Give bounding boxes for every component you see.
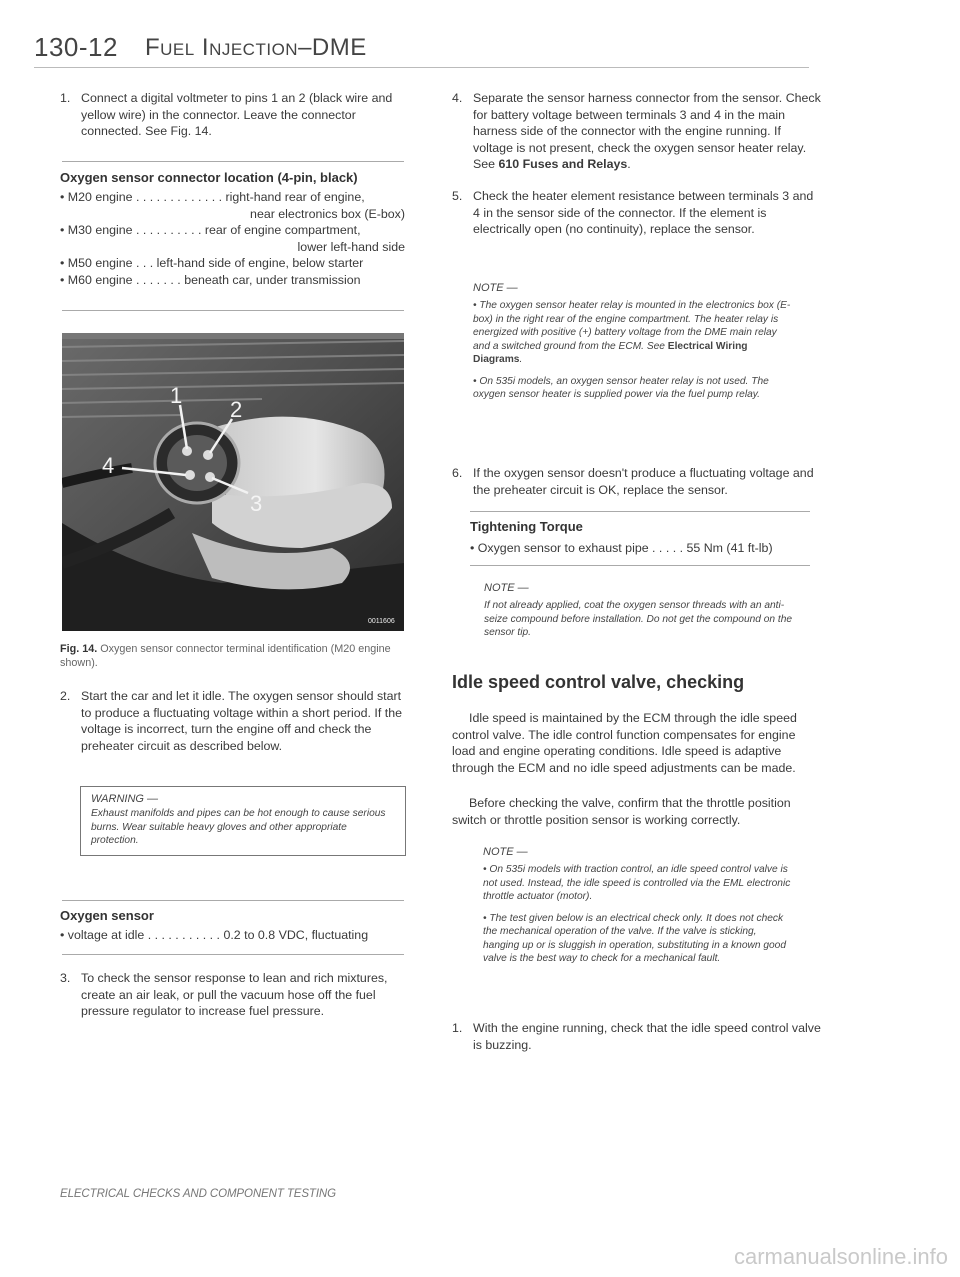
step-idle-1 (452, 1020, 822, 1053)
note-label: NOTE — (483, 846, 528, 858)
step-2 (60, 688, 408, 754)
connector-location-box (60, 170, 405, 288)
tightening-torque-box (470, 519, 815, 557)
oxygen-sensor-spec-box (60, 908, 405, 944)
cross-reference: 610 Fuses and Relays (498, 157, 628, 171)
note-item-1: • On 535i models with traction control, an idle speed control valve is not used. Instead, the idle speed is controlled via the EML electronic throttle actuator (motor). (483, 864, 791, 902)
idle-para-2: Before checking the valve, confirm that the throttle position switch or throttle position sensor is working correctly. (452, 796, 791, 827)
step-number: 4. (452, 91, 463, 105)
oxygen-sensor-connector-photo (62, 333, 404, 631)
cross-reference: Electrical Wiring Diagrams (473, 340, 748, 365)
note-label: NOTE — (484, 582, 529, 594)
caption-label: Fig. 14. (60, 643, 98, 655)
spec-box-top-rule (62, 161, 404, 162)
step-text: Start the car and let it idle. The oxygen sensor should start to produce a fluctuating voltage within a short period. If the voltage is incorrect, turn the engine off and check the preheater circuit as described below. (81, 689, 402, 753)
header-rule (34, 67, 809, 68)
step-text: Check the heater element resistance between terminals 3 and 4 in the sensor side of the connector. If the element is electrically open (no continuity), replace the sensor. (473, 189, 814, 236)
step-text: Connect a digital voltmeter to pins 1 an 2 (black wire and yellow wire) in the connector. Leave the connector connected. See Fig. 14. (81, 91, 393, 138)
step-text: To check the sensor response to lean and rich mixtures, create an air leak, or pull the vacuum hose off the fuel pressure regulator to increase fuel pressure. (81, 971, 388, 1018)
spec-row-m50: • M50 engine . . . left-hand side of engine, below starter (60, 256, 364, 270)
callout-1: 1 (170, 383, 183, 408)
step-number: 3. (60, 971, 71, 985)
step-number: 1. (452, 1021, 463, 1035)
spec-box-title: Oxygen sensor (60, 908, 154, 923)
caption-text: Oxygen sensor connector terminal identification (M20 engine shown). (60, 643, 391, 669)
spec-box-title: Oxygen sensor connector location (4-pin, black) (60, 170, 358, 185)
step-text: With the engine running, check that the idle speed control valve is buzzing. (473, 1021, 821, 1052)
step-number: 1. (60, 91, 71, 105)
sensor-box-bottom-rule (62, 954, 404, 955)
warning-label: WARNING — (91, 793, 159, 805)
note-label: NOTE — (473, 282, 518, 294)
step-number: 5. (452, 189, 463, 203)
watermark: carmanualsonline.info (733, 1244, 948, 1269)
callout-3: 3 (250, 491, 263, 516)
step-text: If the oxygen sensor doesn't produce a fluctuating voltage and the preheater circuit is OK, replace the sensor. (473, 466, 814, 497)
note-text: If not already applied, coat the oxygen sensor threads with an anti-seize compound before installation. Do not get the compound on the sensor tip. (484, 600, 793, 638)
step-number: 6. (452, 466, 463, 480)
idle-para-1: Idle speed is maintained by the ECM through the idle speed control valve. The idle control function compensates for engine load and engine operating conditions. Idle speed is adaptive through the ECM and no idle speed adjustments can be made. (452, 711, 797, 775)
section-heading: Idle speed control valve, checking (452, 672, 745, 692)
step-text: Separate the sensor harness connector from the sensor. Check for battery voltage between terminals 3 and 4 in the main harness side of the connector with the engine running. If voltage is not present, check the oxygen sensor heater relay. See 610 Fuses and Relays. (473, 91, 821, 171)
warning-box (80, 786, 406, 856)
note-item-2: • The test given below is an electrical check only. It does not check the mechanical operation of the valve. If the valve is sticking, hanging up or is sluggish in operation, substituting in a known good valve is the best way to check for a mechanical fault. (483, 912, 786, 964)
photo-id: 0011606 (368, 618, 395, 625)
step-6 (452, 465, 822, 498)
note-item-2: • On 535i models, an oxygen sensor heater relay is not used. The oxygen sensor heater is supplied power via the fuel pump relay. (473, 375, 769, 400)
torque-box-bottom-rule (470, 565, 810, 566)
torque-box-top-rule (470, 511, 810, 512)
spec-row-voltage: • voltage at idle . . . . . . . . . . . 0.2 to 0.8 VDC, fluctuating (60, 928, 369, 942)
spec-row-m60: • M60 engine . . . . . . . beneath car, under transmission (60, 272, 361, 287)
spec-box-title: Tightening Torque (470, 519, 583, 534)
note-idle-valve (483, 846, 793, 966)
step-5 (452, 188, 822, 238)
sensor-box-top-rule (62, 900, 404, 901)
step-3 (60, 970, 408, 1020)
warning-text: Exhaust manifolds and pipes can be hot enough to cause serious burns. Wear suitable heavy gloves and other appropriate protection. (91, 808, 386, 846)
spec-row-m20-cont: near electronics box (E-box) (250, 206, 405, 221)
spec-box-bottom-rule (62, 310, 404, 311)
spec-row-m30: • M30 engine . . . . . . . . . . rear of engine compartment, (60, 223, 361, 237)
page-footer: ELECTRICAL CHECKS AND COMPONENT TESTING (60, 1188, 336, 1200)
step-1 (60, 90, 408, 140)
figure-caption (60, 642, 405, 670)
note-heater-relay (473, 282, 793, 402)
step-number: 2. (60, 689, 71, 703)
spec-row-torque: • Oxygen sensor to exhaust pipe . . . . . 55 Nm (41 ft-lb) (470, 541, 773, 555)
spec-row-m30-cont: lower left-hand side (297, 239, 405, 254)
note-item-1: • The oxygen sensor heater relay is mounted in the electronics box (E-box) in the right rear of the engine compartment. The heater relay is energized with positive (+) battery voltage from the DME main relay and a switched ground from the ECM. See Electrical Wiring Diagrams. (473, 300, 791, 365)
step-4 (452, 90, 822, 173)
callout-2: 2 (230, 397, 243, 422)
spec-row-m20: • M20 engine . . . . . . . . . . . . . right-hand rear of engine, (60, 190, 365, 204)
page-number: 130-12 (34, 32, 118, 62)
note-anti-seize (484, 582, 799, 640)
chapter-title: Fuel Injection–DME (145, 34, 367, 61)
callout-4: 4 (102, 453, 115, 478)
